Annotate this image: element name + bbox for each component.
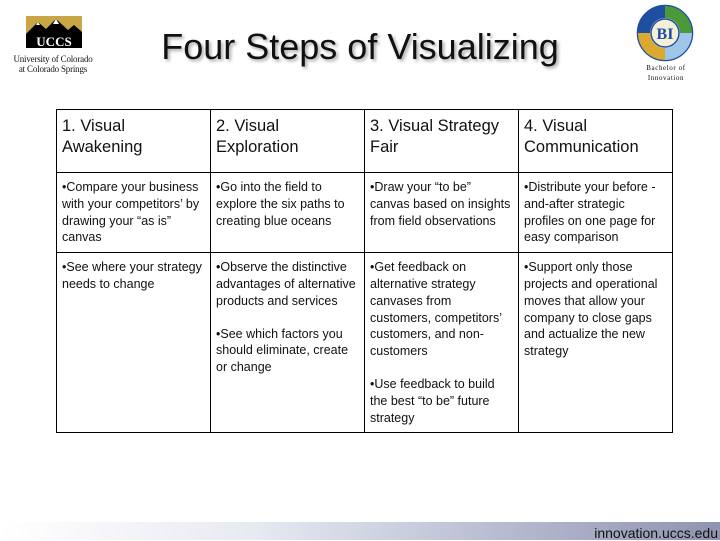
- header-step-2: 2. Visual Exploration: [211, 110, 365, 173]
- table-row: [57, 173, 673, 253]
- four-steps-table: [56, 109, 673, 433]
- table-cell: [57, 253, 211, 433]
- bi-logo: [626, 4, 720, 86]
- table-cell: [365, 253, 519, 433]
- bullet-text: •See where your strategy needs to change: [62, 260, 202, 291]
- uccs-university-line: University of Colorado: [13, 54, 93, 64]
- table-row: [57, 253, 673, 433]
- bi-monogram: BI: [656, 26, 674, 43]
- table-body: [57, 173, 673, 433]
- bullet-text: •Distribute your before -and-after strategic profiles on one page for easy comparison: [524, 180, 656, 245]
- bullet-text: •Support only those projects and operational moves that allow your company to close gaps and actualize the new strategy: [524, 260, 658, 359]
- bullet-text: •Use feedback to build the best “to be” future strategy: [370, 376, 495, 425]
- header-step-4: 4. Visual Communication: [519, 110, 673, 173]
- uccs-campus-line: at Colorado Springs: [18, 64, 88, 74]
- table-header-row: [57, 110, 673, 173]
- bi-line2: Innovation: [647, 74, 685, 82]
- bullet-text: •Draw your “to be” canvas based on insights from field observations: [370, 180, 511, 228]
- footer-url: innovation.uccs.edu: [594, 525, 718, 541]
- table-cell: [57, 173, 211, 253]
- bullet-text: •Observe the distinctive advantages of alternative products and services: [216, 260, 356, 308]
- slide-title: Four Steps of Visualizing: [161, 26, 559, 67]
- bi-circle-icon: [636, 4, 694, 62]
- header-step-3: 3. Visual Strategy Fair: [365, 110, 519, 173]
- bullet-text: •Compare your business with your competitors’ by drawing your “as is” canvas: [62, 180, 200, 245]
- table-cell: [519, 253, 673, 433]
- bi-line1: Bachelor of: [646, 64, 686, 72]
- table-cell: [211, 173, 365, 253]
- table-cell: [365, 173, 519, 253]
- uccs-logo: [2, 16, 104, 74]
- bullet-text: •Go into the field to explore the six paths to creating blue oceans: [216, 180, 345, 228]
- table-cell: [211, 253, 365, 433]
- bullet-text: •Get feedback on alternative strategy canvases from customers, competitors’ customers, and non-customers: [370, 260, 502, 359]
- header-step-1: 1. Visual Awakening: [57, 110, 211, 173]
- uccs-wordmark: UCCS: [36, 34, 72, 49]
- table-cell: [519, 173, 673, 253]
- bullet-text: •See which factors you should eliminate, create or change: [216, 326, 349, 375]
